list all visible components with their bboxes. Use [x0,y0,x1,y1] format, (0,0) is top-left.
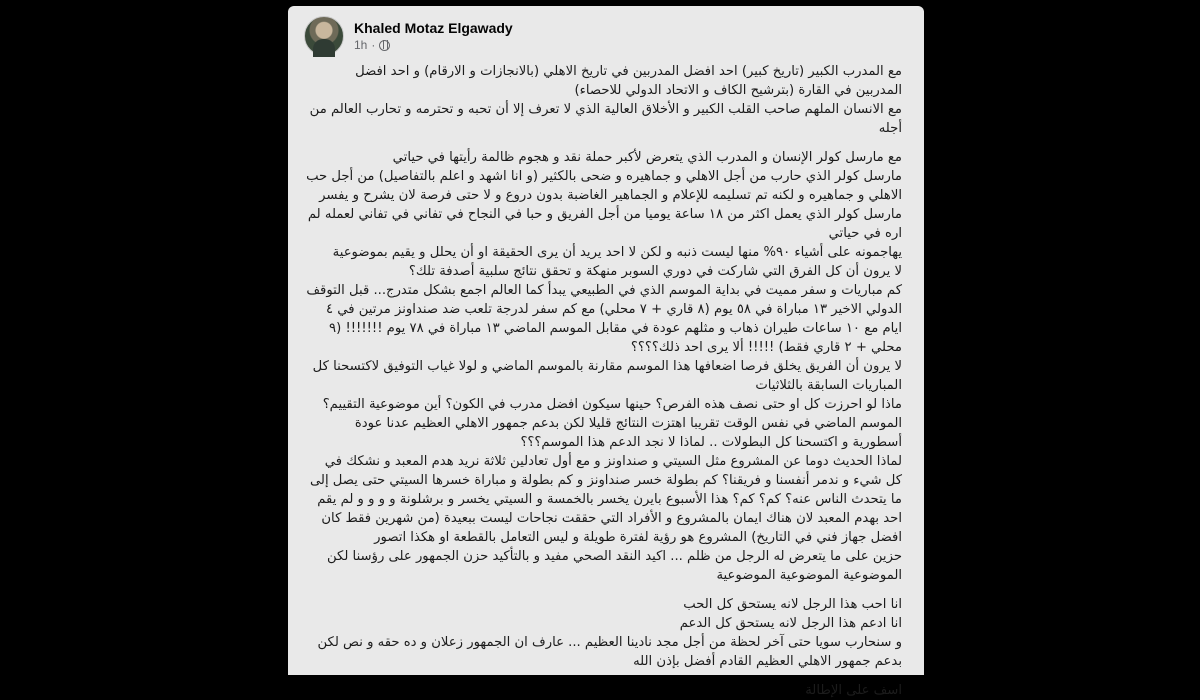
post-paragraph: ماذا لو احرزت كل او حتى نصف هذه الفرص؟ حينها سيكون افضل مدرب في الكون؟ أين موضوعية التقييم؟ [322,397,902,412]
separator-dot: · [371,38,376,52]
post-paragraph: مارسل كولر الذي يعمل اكثر من ١٨ ساعة يوميا من أجل الفريق و حبا في النجاح في تفاني في تفاني لعمله لم اره في حياتي [307,207,902,241]
post-timestamp[interactable]: 1h [354,38,368,52]
post-paragraph: مع مارسل كولر الإنسان و المدرب الذي يتعرض لأكبر حملة نقد و هجوم ظالمة رأيتها في حياتي [392,150,902,165]
post-body [306,62,902,700]
author-name[interactable]: Khaled Motaz Elgawady [354,20,513,36]
post-paragraph: كم مباريات و سفر مميت في بداية الموسم الذي في الطبيعي يبدأ كما العالم اجمع بشكل متدرج... قبل التوقف الدولي الاخير ١٣ مباراة في ٥٨ يوم (٨ قاري + ٧ محلي) مع كم سفر لدرجة تلعب ضد صنداونز مرتين في ٤ ايام مع ١٠ ساعات طيران ذهاب و مثلهم عودة في مقابل الموسم الماضي ١٣ مباراة في ٧٨ يوم !!!!!!! (٩ محلي + ٢ قاري فقط) !!!!! ألا يرى احد ذلك؟؟؟؟ [306,283,902,355]
post-paragraph: انا ادعم هذا الرجل لانه يستحق كل الدعم [679,616,902,631]
post-paragraph: لماذا الحديث دوما عن المشروع مثل السيتي و صنداونز و مع أول تعادلين ثلاثة نريد هدم المعبد و نشكك في كل شيء و ندمر أنفسنا و فريقنا؟ كم بطولة خسر صنداونز و كم بطولة و مباراة خسرها السيتي حتى يصل إلى ما يتحدث الناس عنه؟ كم؟ كم؟ هذا الأسبوع بايرن يخسر بالخمسة و السيتي يخسر و برشلونة و و و و لم يقم احد بهدم المعبد لان هناك ايمان بالمشروع و الأفراد التي حققت نجاحات ليست ببعيدة (من شهرين فقط كان افضل جهاز فني في التاريخ) المشروع هو رؤية لفترة طويلة و ليس التعامل بالقطعة او هكذا اتصور [309,454,902,545]
paragraph-gap [306,585,902,595]
facebook-post [288,6,924,698]
post-time-row [354,38,513,52]
post-paragraph: لا يرون أن كل الفرق التي شاركت في دوري السوبر منهكة و تحقق نتائج سلبية أصدفة تلك؟ [408,264,902,279]
post-paragraph: مارسل كولر الذي حارب من أجل الاهلي و جماهيره و ضحى بالكثير (و انا اشهد و اعلم بالتفاصيل) من أجل حب الاهلي و جماهيره و لكنه تم تسليمه للإعلام و الجماهير الغاضبة بدون دروع و لا حتى فرصة لان يشرح و يفسر [306,169,902,203]
post-paragraph: يهاجمونه على أشياء ٩٠% منها ليست ذنبه و لكن لا احد يريد أن يرى الحقيقة او أن يحلل و يقيم بموضوعية [332,245,902,260]
paragraph-gap [306,138,902,148]
post-paragraph: اسف على الإطالة [805,683,902,698]
author-avatar[interactable] [304,16,344,56]
post-paragraph: و سنحارب سويا حتى آخر لحظة من أجل مجد نادينا العظيم ... عارف ان الجمهور زعلان و ده حقه و نص لكن بدعم جمهور الاهلي العظيم القادم أفضل بإذن الله [317,635,902,669]
post-paragraph: انا احب هذا الرجل لانه يستحق كل الحب [683,597,902,612]
paragraph-gap [306,671,902,681]
avatar-figure [313,39,335,57]
post-paragraph: لا يرون أن الفريق يخلق فرصا اضعافها هذا الموسم مقارنة بالموسم الماضي و لولا غياب التوفيق لاكتسحنا كل المباريات السابقة بالثلاثيات [312,359,902,393]
post-header [304,16,513,56]
post-paragraph: الموسم الماضي في نفس الوقت تقريبا اهتزت النتائج قليلا لكن بدعم جمهور الاهلي العظيم عدنا عودة أسطورية و اكتسحنا كل البطولات .. لماذا لا نجد الدعم هذا الموسم؟؟؟ [354,416,902,450]
post-paragraph: حزين على ما يتعرض له الرجل من ظلم ... اكيد النقد الصحي مفيد و بالتأكيد حزن الجمهور على رؤسنا لكن الموضوعية الموضوعية الموضوعية [327,549,902,583]
globe-icon[interactable] [379,40,390,51]
post-meta [354,20,513,52]
post-paragraph: مع المدرب الكبير (تاريخ كبير) احد افضل المدربين في تاريخ الاهلي (بالانجازات و الارقام) و احد افضل المدربين في القارة (بترشيح الكاف و الاتحاد الدولي للاحصاء) [355,64,902,98]
post-paragraph: مع الانسان الملهم صاحب القلب الكبير و الأخلاق العالية الذي لا تعرف إلا أن تحبه و تحترمه و تحارب العالم من أجله [309,102,902,136]
